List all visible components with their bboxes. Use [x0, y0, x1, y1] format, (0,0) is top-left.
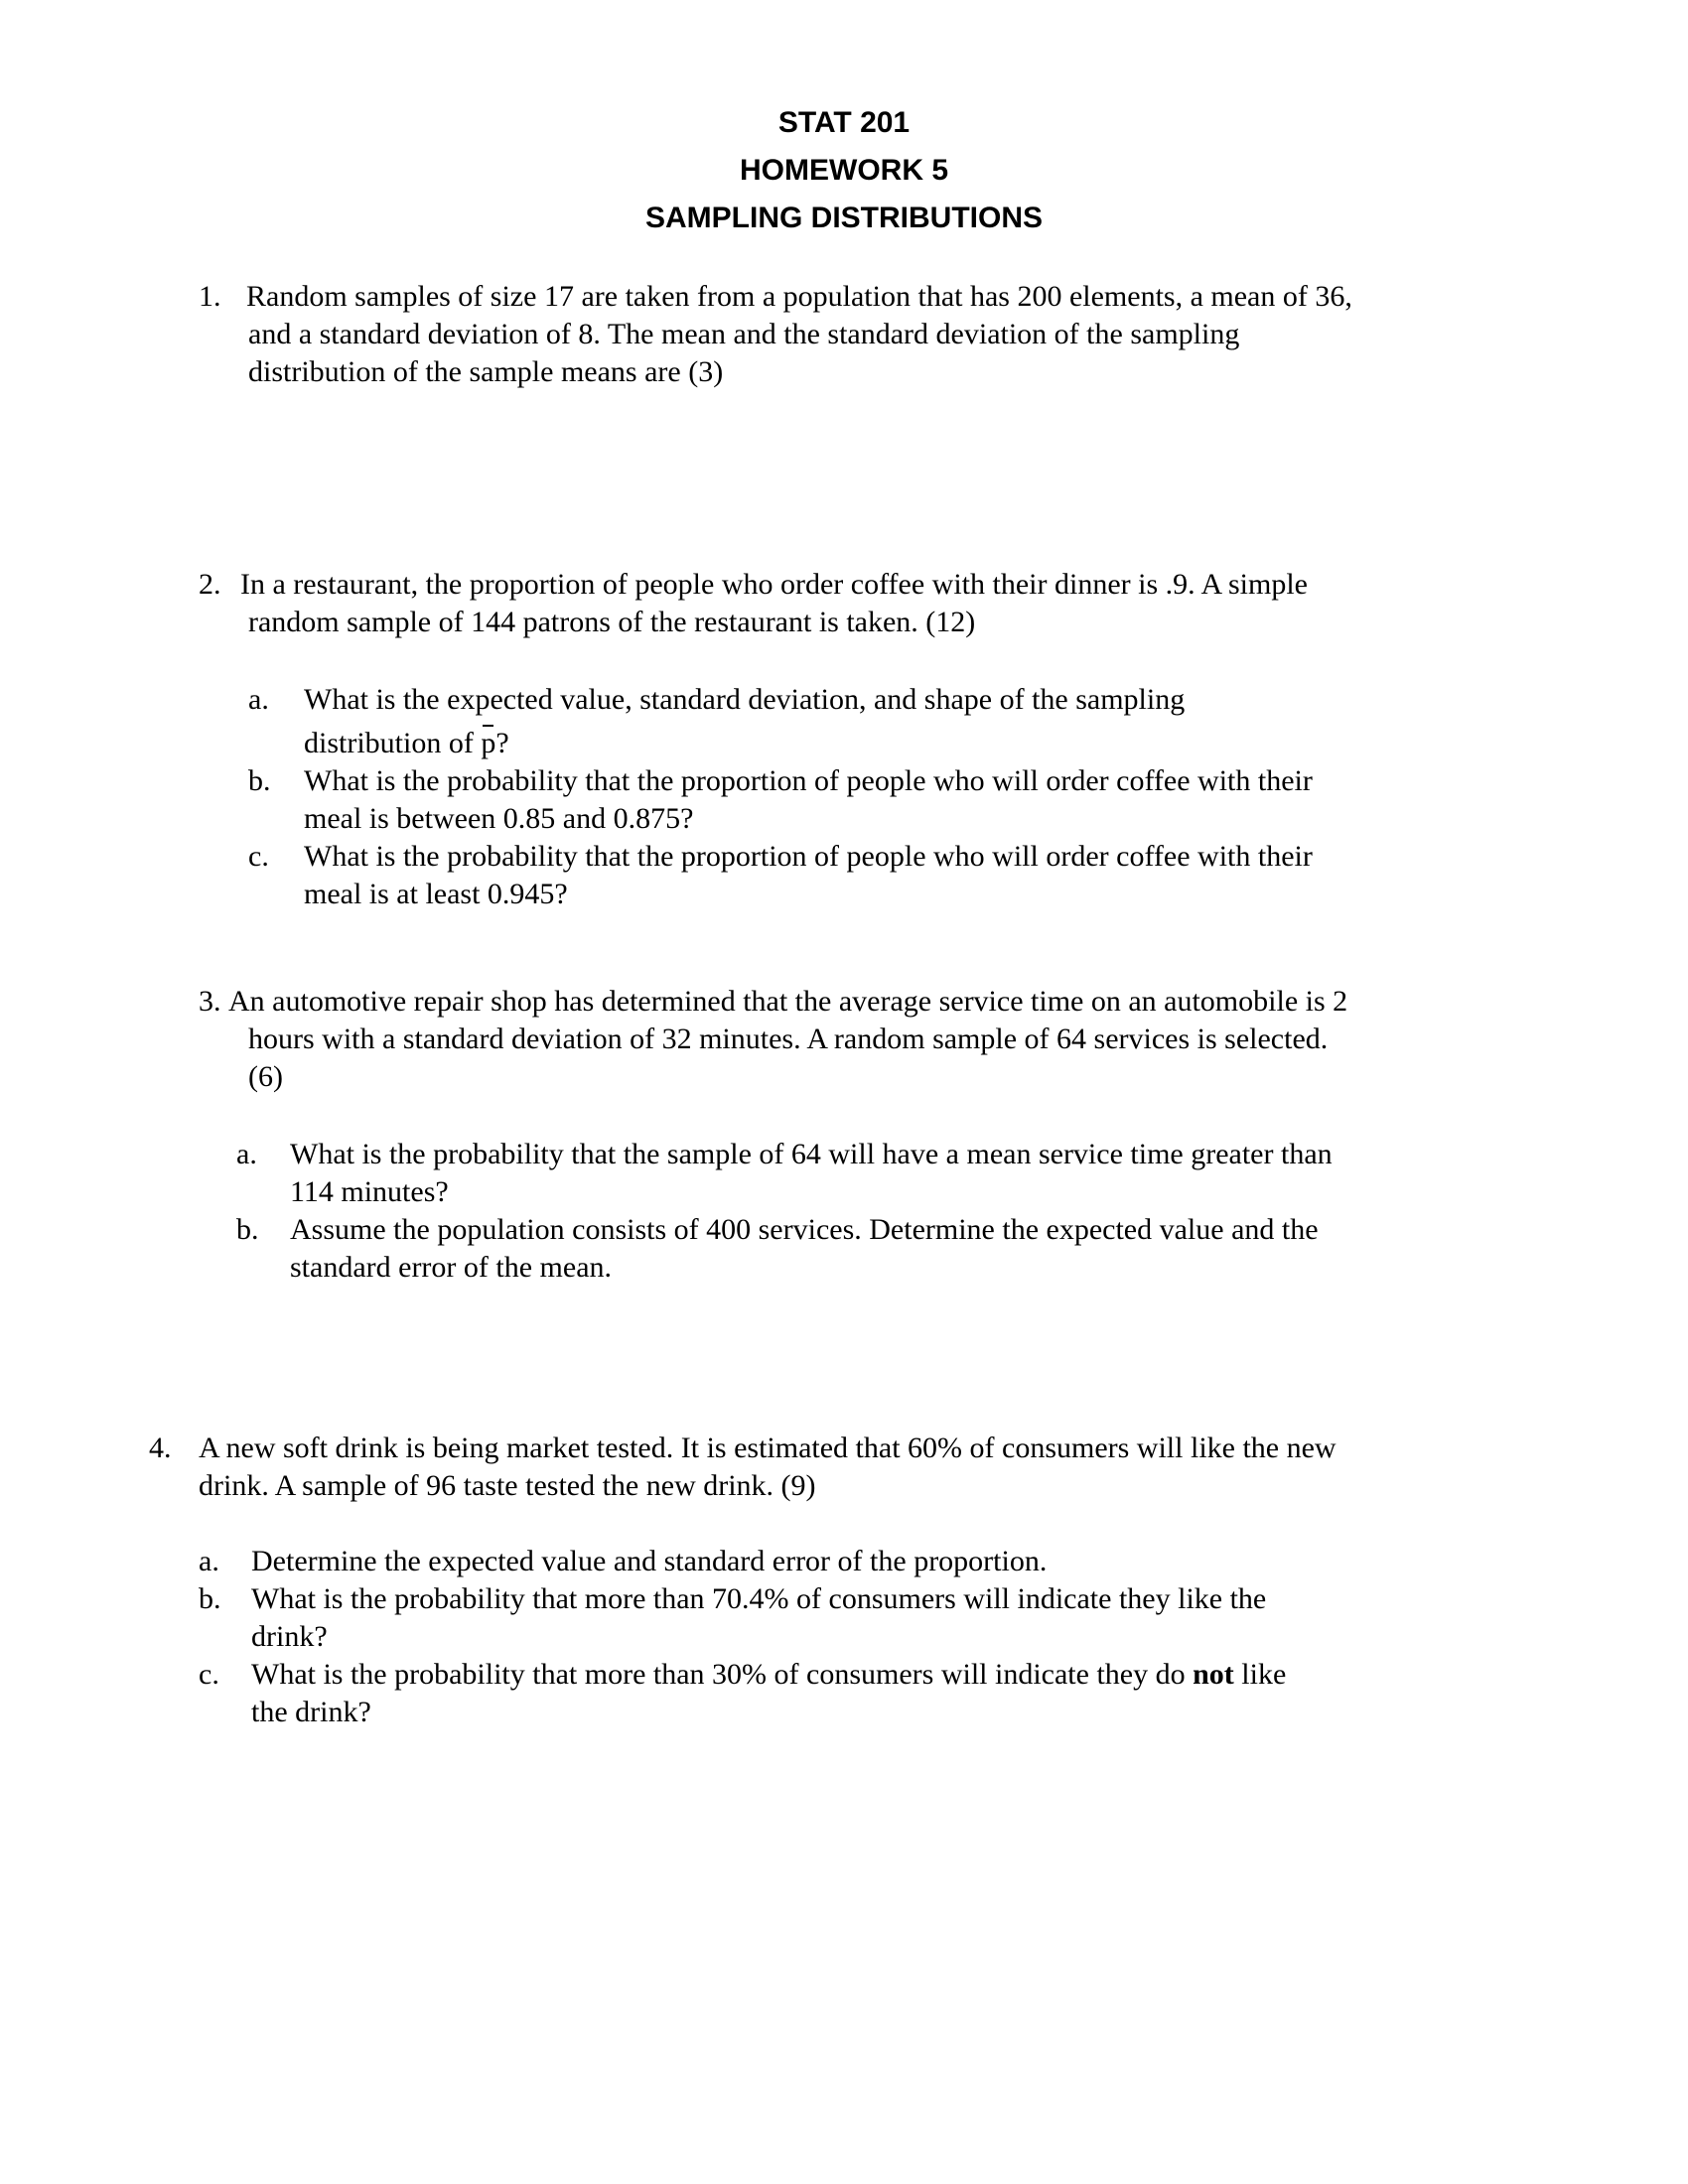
- question-3-line-1: [199, 983, 1347, 1021]
- document-header: [0, 99, 1688, 242]
- part-text-line: distribution of p?: [304, 725, 1313, 762]
- part-text-line: What is the probability that the proportion of people who will order coffee with their: [304, 764, 1313, 797]
- part-text-line: 114 minutes?: [290, 1175, 449, 1208]
- topic-title: SAMPLING DISTRIBUTIONS: [644, 202, 1043, 234]
- course-title: STAT 201: [777, 106, 911, 139]
- question-2-number: 2.: [199, 568, 221, 601]
- question-4-part-c: [199, 1656, 1286, 1731]
- question-4: [149, 1430, 1336, 1505]
- part-letter: b.: [199, 1582, 221, 1615]
- part-letter: b.: [248, 764, 271, 797]
- question-4-line-1: [149, 1430, 1336, 1467]
- question-4-parts: [199, 1543, 1286, 1731]
- part-text-line: the drink?: [251, 1696, 371, 1728]
- question-4-line-2: drink. A sample of 96 taste tested the new drink. (9): [199, 1469, 816, 1502]
- part-letter: a.: [248, 683, 269, 716]
- question-2-parts: [248, 681, 1313, 913]
- part-text-line: Assume the population consists of 400 services. Determine the expected value and the: [290, 1213, 1319, 1246]
- question-1-line-1: [199, 278, 1352, 316]
- question-1-line-2: and a standard deviation of 8. The mean and the standard deviation of the sampling: [248, 318, 1240, 350]
- part-text-line: Determine the expected value and standard error of the proportion.: [251, 1545, 1048, 1577]
- part-text-line: standard error of the mean.: [290, 1251, 613, 1284]
- part-letter: b.: [236, 1213, 259, 1246]
- question-3-part-a: [236, 1136, 1333, 1211]
- question-2-line-1: [199, 566, 1308, 604]
- question-3: [199, 983, 1347, 1096]
- question-4-part-a: [199, 1543, 1286, 1580]
- question-3-text-1: An automotive repair shop has determined that the average service time on an automobile is 2: [228, 985, 1348, 1018]
- part-text-line: meal is between 0.85 and 0.875?: [304, 802, 694, 835]
- part-letter: a.: [236, 1138, 257, 1170]
- question-3-line-3: (6): [248, 1060, 283, 1093]
- part-text-line: What is the probability that the sample of 64 will have a mean service time greater than: [290, 1138, 1333, 1170]
- question-4-text-1: A new soft drink is being market tested. It is estimated that 60% of consumers will like the new: [199, 1432, 1336, 1464]
- question-2-line-2: random sample of 144 patrons of the restaurant is taken. (12): [248, 606, 976, 638]
- part-text-line: meal is at least 0.945?: [304, 878, 568, 910]
- part-letter: a.: [199, 1545, 219, 1577]
- question-3-part-b: [236, 1211, 1333, 1287]
- part-text-line: What is the probability that more than 30% of consumers will indicate they do not like: [251, 1658, 1287, 1691]
- question-2-part-c: [248, 838, 1313, 913]
- question-1-text-1: Random samples of size 17 are taken from a population that has 200 elements, a mean of 36,: [246, 280, 1352, 313]
- question-2-part-b: [248, 762, 1313, 838]
- part-text-line: What is the probability that the proportion of people who will order coffee with their: [304, 840, 1313, 873]
- question-2-text-1: In a restaurant, the proportion of people who order coffee with their dinner is .9. A simple: [240, 568, 1308, 601]
- part-text-line: What is the probability that more than 70.4% of consumers will indicate they like the: [251, 1582, 1267, 1615]
- part-text-line: drink?: [251, 1620, 328, 1653]
- question-1: [199, 278, 1352, 391]
- question-1-line-3: distribution of the sample means are (3): [248, 355, 724, 388]
- question-4-number: 4.: [149, 1432, 172, 1464]
- question-3-line-2: hours with a standard deviation of 32 minutes. A random sample of 64 services is selected.: [248, 1023, 1329, 1055]
- question-3-number: 3.: [199, 985, 221, 1018]
- question-2: [199, 566, 1308, 641]
- question-2-part-a: [248, 681, 1313, 762]
- part-letter: c.: [199, 1658, 219, 1691]
- emphasis-not: not: [1193, 1658, 1234, 1691]
- assignment-title: HOMEWORK 5: [740, 154, 948, 187]
- p-hat-symbol: p: [481, 727, 496, 759]
- question-4-part-b: [199, 1580, 1286, 1656]
- question-1-number: 1.: [199, 280, 221, 313]
- part-letter: c.: [248, 840, 269, 873]
- part-text-line: What is the expected value, standard deviation, and shape of the sampling: [304, 683, 1186, 716]
- question-3-parts: [236, 1136, 1333, 1287]
